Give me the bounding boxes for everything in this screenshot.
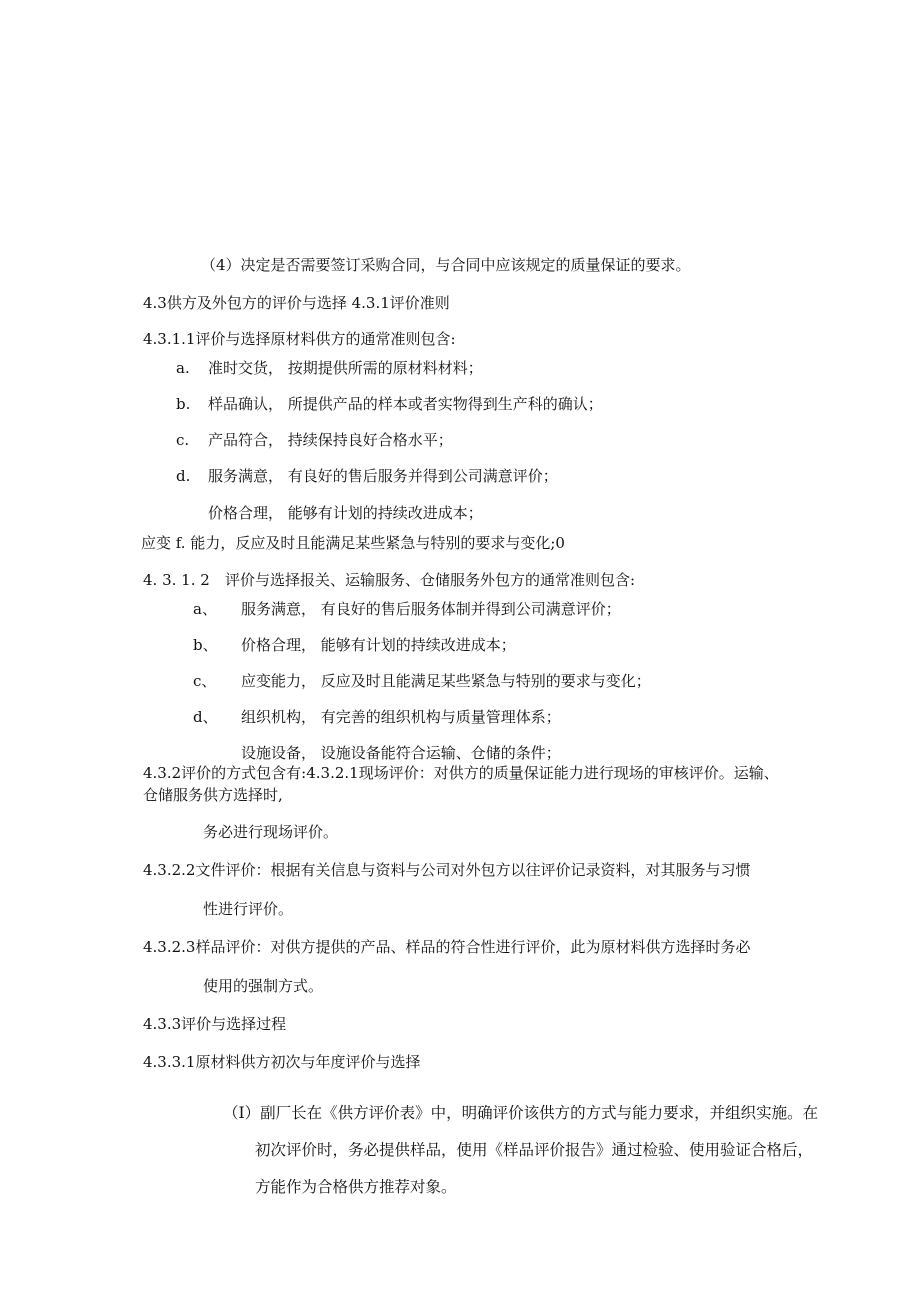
section-4-3-heading: 4.3供方及外包方的评价与选择 4.3.1评价准则	[143, 294, 450, 312]
section-4-3-2-line-3: 务必进行现场评价。	[203, 823, 339, 841]
list-item-text: 准时交货， 按期提供所需的原材料材料；	[208, 359, 483, 377]
raw-criteria-item-d	[176, 469, 558, 484]
service-criteria-item-e: 设施设备， 设施设备能符合运输、仓储的条件；	[241, 744, 561, 762]
list-item-text: 组织机构， 有完善的组织机构与质量管理体系；	[241, 708, 561, 726]
list-marker: d.	[176, 467, 191, 485]
paragraph-1-line-3: 方能作为合格供方推荐对象。	[255, 1178, 457, 1196]
section-4-3-2-line-2: 仓储服务供方选择时,	[143, 786, 283, 804]
service-criteria-item-a	[193, 602, 621, 617]
paragraph-1-line-2: 初次评价时，务必提供样品，使用《样品评价报告》通过检验、使用验证合格后，	[255, 1141, 814, 1159]
list-item-text: 服务满意， 有良好的售后服务并得到公司满意评价；	[208, 467, 558, 485]
list-marker: d、	[193, 708, 218, 726]
raw-criteria-item-b	[176, 397, 603, 412]
section-4-3-3-1-heading: 4.3.3.1原材料供方初次与年度评价与选择	[143, 1053, 421, 1071]
list-marker: a.	[176, 359, 190, 377]
list-marker: b、	[193, 636, 218, 654]
item-4-text: （4）决定是否需要签订采购合同，与合同中应该规定的质量保证的要求。	[201, 256, 691, 274]
raw-criteria-item-c	[176, 433, 453, 448]
section-4-3-2-line-1: 4.3.2评价的方式包含有:4.3.2.1现场评价：对供方的质量保证能力进行现场的审核评价。运输、	[143, 764, 779, 782]
paragraph-1-line-1: （I）副厂长在《供方评价表》中，明确评价该供方的方式与能力要求，并组织实施。在	[223, 1104, 819, 1122]
service-criteria-item-b	[193, 638, 516, 653]
section-4-3-2-2-line-1: 4.3.2.2文件评价：根据有关信息与资料与公司对外包方以往评价记录资料，对其服务与习惯	[143, 861, 751, 879]
section-4-3-1-1-heading: 4.3.1.1评价与选择原材料供方的通常准则包含:	[143, 330, 456, 348]
list-marker: c.	[176, 431, 190, 449]
section-4-3-3-heading: 4.3.3评价与选择过程	[143, 1015, 287, 1033]
service-criteria-item-c	[193, 674, 651, 689]
list-marker: c、	[193, 672, 217, 690]
list-item-text: 应变能力， 反应及时且能满足某些紧急与特别的要求与变化；	[241, 672, 651, 690]
list-item-text: 样品确认， 所提供产品的样本或者实物得到生产科的确认；	[208, 395, 603, 413]
list-item-text: 产品符合， 持续保持良好合格水平；	[208, 431, 453, 449]
list-item-text: 服务满意， 有良好的售后服务体制并得到公司满意评价；	[241, 600, 621, 618]
raw-criteria-item-f: 应变 f. 能力，反应及时且能满足某些紧急与特别的要求与变化;0	[141, 534, 565, 552]
raw-criteria-item-a	[176, 361, 483, 376]
service-criteria-item-d	[193, 710, 561, 725]
list-marker: a、	[193, 600, 217, 618]
section-4-3-2-2-line-2: 性进行评价。	[203, 900, 294, 918]
section-number: 4. 3. 1. 2	[143, 571, 210, 589]
section-4-3-2-3-line-1: 4.3.2.3样品评价：对供方提供的产品、样品的符合性进行评价，此为原材料供方选择时务必	[143, 938, 751, 956]
list-item-text: 价格合理， 能够有计划的持续改进成本；	[241, 636, 516, 654]
section-4-3-1-2-heading	[143, 573, 635, 588]
raw-criteria-item-e: 价格合理， 能够有计划的持续改进成本；	[208, 504, 483, 522]
section-title: 评价与选择报关、运输服务、仓储服务外包方的通常准则包含:	[225, 571, 636, 589]
section-4-3-2-3-line-2: 使用的强制方式。	[203, 977, 324, 995]
list-marker: b.	[176, 395, 191, 413]
